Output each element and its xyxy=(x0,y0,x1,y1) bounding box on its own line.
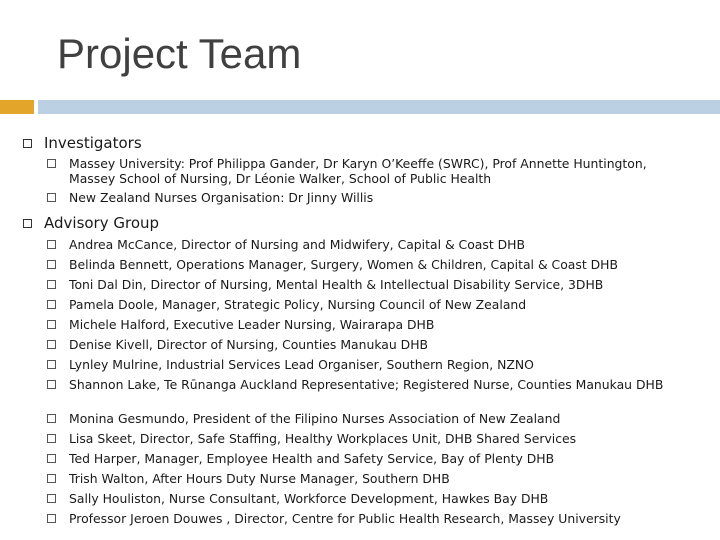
square-bullet-icon xyxy=(47,474,56,483)
square-bullet-icon xyxy=(47,340,56,349)
list-item: Shannon Lake, Te Rūnanga Auckland Representative; Registered Nurse, Counties Manukau DHB xyxy=(47,377,669,411)
title-rule-bar xyxy=(38,100,720,114)
list-item: Massey University: Prof Philippa Gander, Dr Karyn O’Keeffe (SWRC), Prof Annette Huntington, Massey School of Nursing, Dr Léonie Walker, School of Public Health xyxy=(47,156,669,186)
investigators-heading: Investigators xyxy=(44,134,142,152)
list-item: Sally Houliston, Nurse Consultant, Workforce Development, Hawkes Bay DHB xyxy=(47,491,669,511)
square-bullet-icon xyxy=(23,139,32,148)
list-item: Toni Dal Din, Director of Nursing, Mental Health & Intellectual Disability Service, 3DHB xyxy=(47,277,669,297)
square-bullet-icon xyxy=(47,159,56,168)
square-bullet-icon xyxy=(47,494,56,503)
square-bullet-icon xyxy=(47,300,56,309)
list-item: Belinda Bennett, Operations Manager, Surgery, Women & Children, Capital & Coast DHB xyxy=(47,257,669,277)
square-bullet-icon xyxy=(47,514,56,523)
list-item: Ted Harper, Manager, Employee Health and Safety Service, Bay of Plenty DHB xyxy=(47,451,669,471)
list-item: Lynley Mulrine, Industrial Services Lead Organiser, Southern Region, NZNO xyxy=(47,357,669,377)
square-bullet-icon xyxy=(47,280,56,289)
accent-bar xyxy=(0,100,34,114)
list-item: Pamela Doole, Manager, Strategic Policy, Nursing Council of New Zealand xyxy=(47,297,669,317)
square-bullet-icon xyxy=(47,240,56,249)
advisory-list xyxy=(47,237,669,531)
list-item: Andrea McCance, Director of Nursing and Midwifery, Capital & Coast DHB xyxy=(47,237,669,257)
investigators-list xyxy=(47,156,669,209)
square-bullet-icon xyxy=(47,434,56,443)
list-item: Denise Kivell, Director of Nursing, Counties Manukau DHB xyxy=(47,337,669,357)
square-bullet-icon xyxy=(47,380,56,389)
list-item: Trish Walton, After Hours Duty Nurse Manager, Southern DHB xyxy=(47,471,669,491)
square-bullet-icon xyxy=(23,219,32,228)
square-bullet-icon xyxy=(47,260,56,269)
list-item: New Zealand Nurses Organisation: Dr Jinny Willis xyxy=(47,190,669,205)
square-bullet-icon xyxy=(47,193,56,202)
square-bullet-icon xyxy=(47,360,56,369)
square-bullet-icon xyxy=(47,454,56,463)
advisory-heading: Advisory Group xyxy=(44,214,160,232)
list-item: Monina Gesmundo, President of the Filipino Nurses Association of New Zealand xyxy=(47,411,669,431)
square-bullet-icon xyxy=(47,414,56,423)
square-bullet-icon xyxy=(47,320,56,329)
page-title: Project Team xyxy=(57,30,302,77)
list-item: Michele Halford, Executive Leader Nursing, Wairarapa DHB xyxy=(47,317,669,337)
list-item: Lisa Skeet, Director, Safe Staffing, Healthy Workplaces Unit, DHB Shared Services xyxy=(47,431,669,451)
list-item: Professor Jeroen Douwes , Director, Centre for Public Health Research, Massey University xyxy=(47,511,669,531)
